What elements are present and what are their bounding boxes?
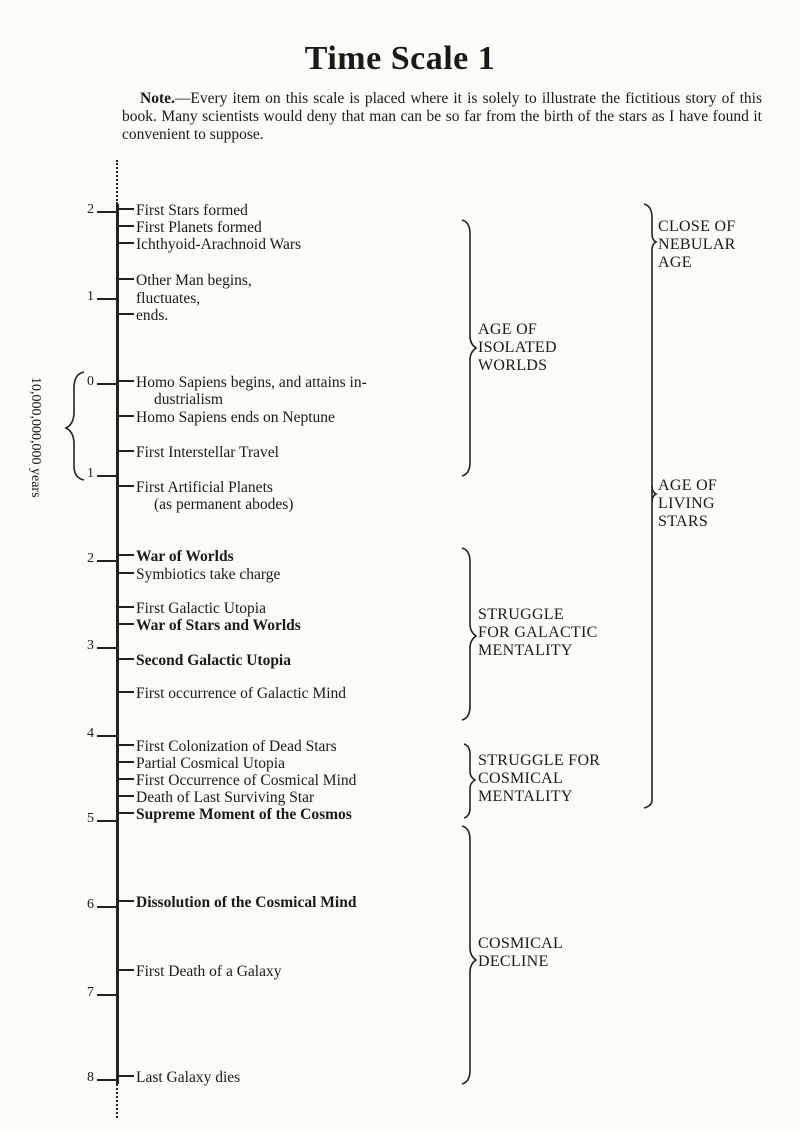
event-text: First Artificial Planets (136, 479, 273, 496)
age-label-line: WORLDS (478, 357, 548, 374)
event-text: First Stars formed (136, 202, 248, 219)
event-text: (as permanent abodes) (154, 496, 294, 513)
event-text: Partial Cosmical Utopia (136, 755, 285, 772)
event-text: ends. (136, 307, 169, 324)
age-label-line: AGE OF (658, 477, 718, 494)
bracket-galactic-mentality (462, 548, 476, 720)
tick-label: 4 (87, 726, 94, 741)
age-label-line: NEBULAR (658, 236, 736, 253)
event-text: First Planets formed (136, 219, 262, 236)
event-text: Other Man begins, (136, 272, 252, 289)
event-text: Second Galactic Utopia (136, 652, 291, 669)
tick-label: 1 (87, 466, 94, 481)
scale-unit-label: 10,000,000,000 years (28, 377, 43, 498)
page-title: Time Scale 1 (304, 40, 496, 77)
age-label-line: AGE (658, 254, 692, 271)
tick-label: 0 (87, 374, 94, 389)
tick-label: 1 (87, 289, 94, 304)
age-label-line: CLOSE OF (658, 218, 736, 235)
age-label-line: ISOLATED (478, 339, 557, 356)
event-text: fluctuates, (136, 290, 201, 307)
tick-label: 8 (87, 1070, 94, 1085)
event-text: First Death of a Galaxy (136, 963, 282, 980)
tick-label: 6 (87, 897, 94, 912)
age-label-line: LIVING (658, 495, 715, 512)
event-text: Last Galaxy dies (136, 1069, 241, 1086)
event-text: Supreme Moment of the Cosmos (136, 806, 352, 823)
age-label-line: STARS (658, 513, 709, 530)
event-text: Homo Sapiens ends on Neptune (136, 409, 335, 426)
age-label-line: MENTALITY (478, 788, 573, 805)
bracket-cosmical-mentality (464, 744, 475, 818)
event-text: dustrialism (154, 391, 223, 408)
event-text: Homo Sapiens begins, and attains in- (136, 374, 367, 391)
event-text: First Galactic Utopia (136, 600, 266, 617)
event-text: Ichthyoid-Arachnoid Wars (136, 236, 302, 253)
event-text: War of Stars and Worlds (136, 617, 301, 634)
event-text: War of Worlds (136, 548, 234, 565)
event-text: First Colonization of Dead Stars (136, 738, 337, 755)
tick-label: 2 (87, 202, 94, 217)
event-text: Symbiotics take charge (136, 566, 281, 583)
note-text: —Every item on this scale is placed where it is solely to illustrate the fictitious story of this book. Many scientists would deny that man can be so far from the birth of the stars as I have found it convenient to suppose. (122, 90, 762, 143)
age-label-line: AGE OF (478, 321, 538, 338)
tick-label: 7 (87, 985, 94, 1000)
age-label-line: MENTALITY (478, 642, 573, 659)
bracket-cosmical-decline (462, 826, 476, 1084)
tick-label: 3 (87, 638, 94, 653)
bracket-isolated-worlds (462, 220, 476, 476)
event-text: Death of Last Surviving Star (136, 789, 315, 806)
age-label-line: STRUGGLE (478, 606, 564, 623)
tick-label: 2 (87, 551, 94, 566)
age-label-line: COSMICAL (478, 935, 564, 952)
age-label-line: DECLINE (478, 953, 549, 970)
event-text: First Interstellar Travel (136, 444, 279, 461)
tick-label: 5 (87, 811, 94, 826)
bracket-right-upper (644, 204, 656, 808)
event-text: First Occurrence of Cosmical Mind (136, 772, 357, 789)
age-label-line: FOR GALACTIC (478, 624, 598, 641)
event-text: Dissolution of the Cosmical Mind (136, 894, 357, 911)
event-text: First occurrence of Galactic Mind (136, 685, 347, 702)
note-lead: Note. (140, 90, 175, 107)
scale-bracket (66, 372, 84, 480)
age-label-line: COSMICAL (478, 770, 564, 787)
age-label-line: STRUGGLE FOR (478, 752, 601, 769)
